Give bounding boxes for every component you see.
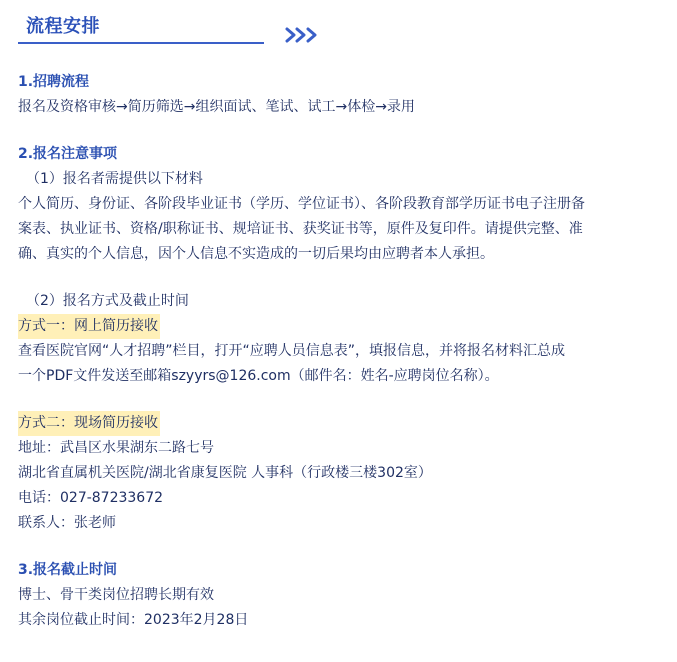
deadline-line: 博士、骨干类岗位招聘长期有效 [18, 587, 214, 603]
method-onsite-label: 方式二：现场简历接收 [18, 411, 160, 436]
section-heading-process: 1.招聘流程 [18, 74, 90, 90]
onsite-address: 地址：武昌区水果湖东二路七号 [18, 440, 214, 456]
onsite-department: 湖北省直属机关医院/湖北省康复医院 人事科（行政楼三楼302室） [18, 465, 432, 481]
materials-line: 确、真实的个人信息，因个人信息不实造成的一切后果均由应聘者本人承担。 [18, 246, 494, 262]
title-underline [18, 8, 264, 44]
method-online-line: 一个PDF文件发送至邮箱szyyrs@126.com（邮件名：姓名-应聘岗位名称）。 [18, 368, 499, 384]
page-title: 流程安排 [26, 16, 100, 37]
double-chevron-right-icon [284, 24, 324, 46]
content [18, 70, 663, 633]
section-heading-notes: 2.报名注意事项 [18, 146, 118, 162]
deadline-line: 其余岗位截止时间：2023年2月28日 [18, 612, 249, 628]
onsite-phone: 电话：027-87233672 [18, 490, 164, 506]
method-online-label: 方式一：网上简历接收 [18, 314, 160, 339]
subheading-methods: （2）报名方式及截止时间 [26, 293, 189, 309]
materials-line: 案表、执业证书、资格/职称证书、规培证书、获奖证书等，原件及复印件。请提供完整、准 [18, 221, 583, 237]
section-heading-deadline: 3.报名截止时间 [18, 562, 118, 578]
process-steps: 报名及资格审核→简历筛选→组织面试、笔试、试工→体检→录用 [18, 99, 415, 115]
method-online-line: 查看医院官网“人才招聘”栏目，打开“应聘人员信息表”，填报信息，并将报名材料汇总成 [18, 343, 566, 359]
subheading-materials: （1）报名者需提供以下材料 [26, 171, 203, 187]
onsite-contact: 联系人：张老师 [18, 515, 116, 531]
materials-line: 个人简历、身份证、各阶段毕业证书（学历、学位证书）、各阶段教育部学历证书电子注册备 [18, 196, 585, 212]
